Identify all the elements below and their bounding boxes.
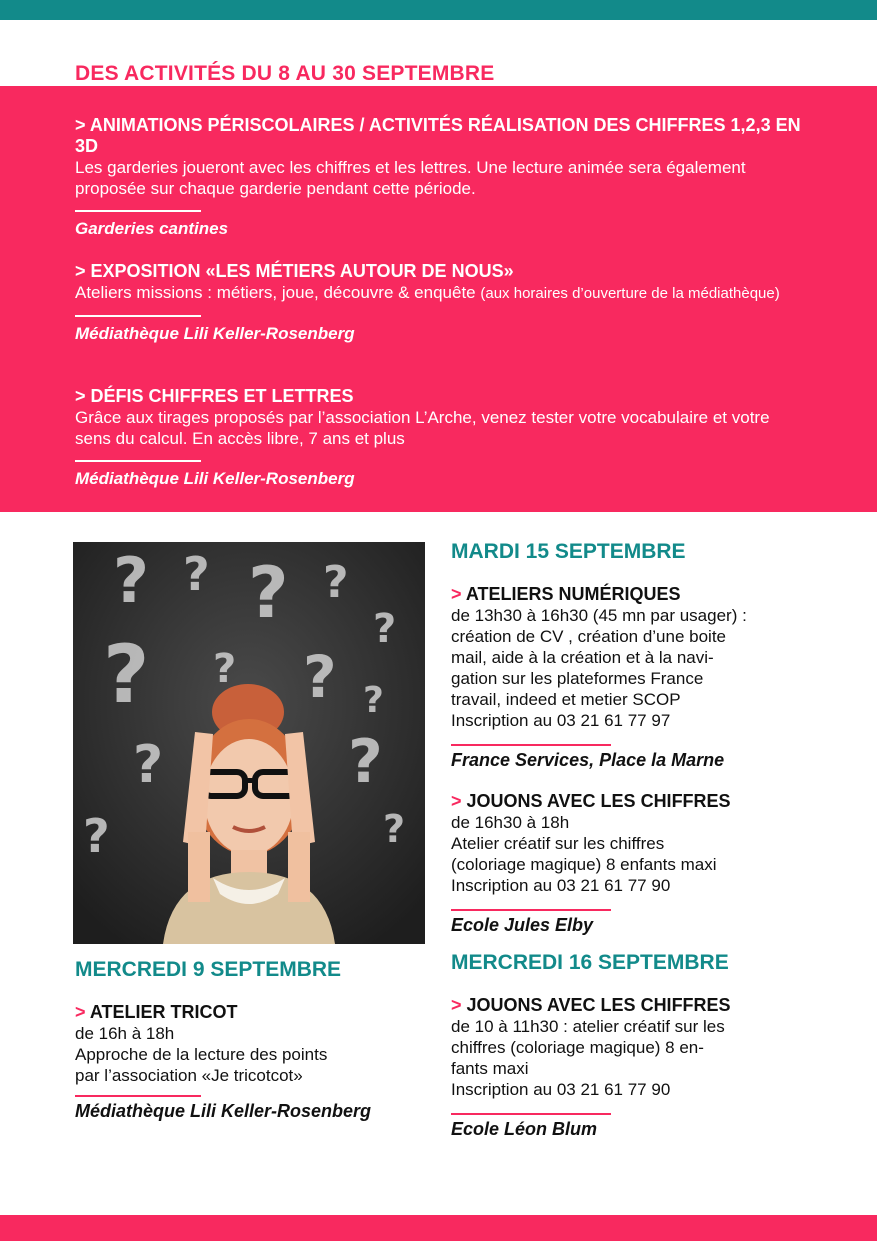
divider xyxy=(75,315,201,317)
activity-line: gation sur les plateformes France xyxy=(451,669,704,688)
activity-line: création de CV , création d’une boite xyxy=(451,627,727,646)
divider xyxy=(451,1113,611,1115)
item-text: Les garderies joueront avec les chiffres et les lettres. Une lecture animée sera également proposée sur chaque garderie pendant cette période. xyxy=(75,158,746,198)
pink-item-animations xyxy=(75,115,805,239)
activity-title: ATELIER TRICOT xyxy=(89,1002,238,1022)
activity-line: Atelier créatif sur les chiffres xyxy=(451,834,665,853)
activity-line: Approche de la lecture des points xyxy=(75,1045,328,1064)
svg-text:?: ? xyxy=(183,547,210,601)
item-heading: > EXPOSITION «LES MÉTIERS AUTOUR DE NOUS» xyxy=(75,261,514,281)
day-heading: MERCREDI 9 SEPTEMBRE xyxy=(75,958,342,981)
activity-title: JOUONS AVEC LES CHIFFRES xyxy=(466,995,731,1015)
photo-thinking-woman xyxy=(73,542,425,944)
item-text: Ateliers missions : métiers, joue, découvre & enquête xyxy=(75,283,476,302)
item-location: Garderies cantines xyxy=(75,219,229,238)
svg-text:?: ? xyxy=(213,646,237,692)
divider xyxy=(451,744,611,746)
activity-line: mail, aide à la création et à la navi- xyxy=(451,648,714,667)
question-marks-photo-icon xyxy=(73,542,425,944)
top-teal-bar xyxy=(0,0,877,20)
activity-line: de 16h à 18h xyxy=(75,1024,175,1043)
activity-line: de 10 à 11h30 : atelier créatif sur les xyxy=(451,1017,725,1036)
svg-text:?: ? xyxy=(103,628,150,721)
main-title: DES ACTIVITÉS DU 8 AU 30 SEPTEMBRE xyxy=(75,62,495,85)
svg-text:?: ? xyxy=(248,552,289,634)
activity-heading xyxy=(451,791,811,812)
arrow-marker: > xyxy=(451,584,462,604)
item-heading: > ANIMATIONS PÉRISCOLAIRES / ACTIVITÉS RÉALISATION DES CHIFFRES 1,2,3 EN 3D xyxy=(75,115,801,156)
activity-location: Ecole Jules Elby xyxy=(451,915,594,935)
right-column xyxy=(451,540,811,1140)
activity-heading xyxy=(451,584,811,605)
svg-text:?: ? xyxy=(133,735,164,795)
item-text-wrap xyxy=(75,282,805,304)
activity-line: Inscription au 03 21 61 77 90 xyxy=(451,876,671,895)
arrow-marker: > xyxy=(451,791,462,811)
day-heading: MARDI 15 SEPTEMBRE xyxy=(451,540,686,563)
activity-line: fants maxi xyxy=(451,1059,529,1078)
activity-title: JOUONS AVEC LES CHIFFRES xyxy=(466,791,731,811)
svg-text:?: ? xyxy=(323,557,349,608)
activity-line: de 13h30 à 16h30 (45 mn par usager) : xyxy=(451,606,747,625)
day-heading: MERCREDI 16 SEPTEMBRE xyxy=(451,951,729,974)
arrow-marker: > xyxy=(451,995,462,1015)
svg-text:?: ? xyxy=(383,807,406,851)
item-heading: > DÉFIS CHIFFRES ET LETTRES xyxy=(75,386,354,406)
svg-text:?: ? xyxy=(113,544,149,617)
divider xyxy=(75,460,201,462)
left-column xyxy=(75,958,435,1122)
item-text: Grâce aux tirages proposés par l’association L’Arche, venez tester votre vocabulaire et votre sens du calcul. En accès libre, 7 ans et plus xyxy=(75,408,770,448)
bottom-pink-bar xyxy=(0,1215,877,1241)
activity-location: France Services, Place la Marne xyxy=(451,750,725,770)
svg-text:?: ? xyxy=(363,680,384,721)
svg-text:?: ? xyxy=(83,809,110,863)
activity-line: travail, indeed et metier SCOP xyxy=(451,690,681,709)
pink-item-defis xyxy=(75,386,805,489)
activity-line: Inscription au 03 21 61 77 97 xyxy=(451,711,671,730)
divider xyxy=(451,909,611,911)
activity-line: (coloriage magique) 8 enfants maxi xyxy=(451,855,717,874)
item-text-small: (aux horaires d’ouverture de la médiathèque) xyxy=(480,285,780,302)
activity-line: Inscription au 03 21 61 77 90 xyxy=(451,1080,671,1099)
svg-text:?: ? xyxy=(373,606,397,652)
activity-line: par l’association «Je tricotcot» xyxy=(75,1066,303,1085)
item-location: Médiathèque Lili Keller-Rosenberg xyxy=(75,469,355,488)
activity-location: Ecole Léon Blum xyxy=(451,1119,598,1139)
activity-line: chiffres (coloriage magique) 8 en- xyxy=(451,1038,704,1057)
activity-heading xyxy=(75,1002,435,1023)
svg-text:?: ? xyxy=(303,643,337,711)
activity-line: de 16h30 à 18h xyxy=(451,813,570,832)
activity-heading xyxy=(451,995,811,1016)
divider xyxy=(75,210,201,212)
activity-location: Médiathèque Lili Keller-Rosenberg xyxy=(75,1101,372,1121)
svg-text:?: ? xyxy=(348,727,383,797)
divider xyxy=(75,1095,201,1097)
arrow-marker: > xyxy=(75,1002,86,1022)
activity-title: ATELIERS NUMÉRIQUES xyxy=(465,584,681,604)
pink-item-exposition xyxy=(75,261,805,344)
item-location: Médiathèque Lili Keller-Rosenberg xyxy=(75,324,355,343)
